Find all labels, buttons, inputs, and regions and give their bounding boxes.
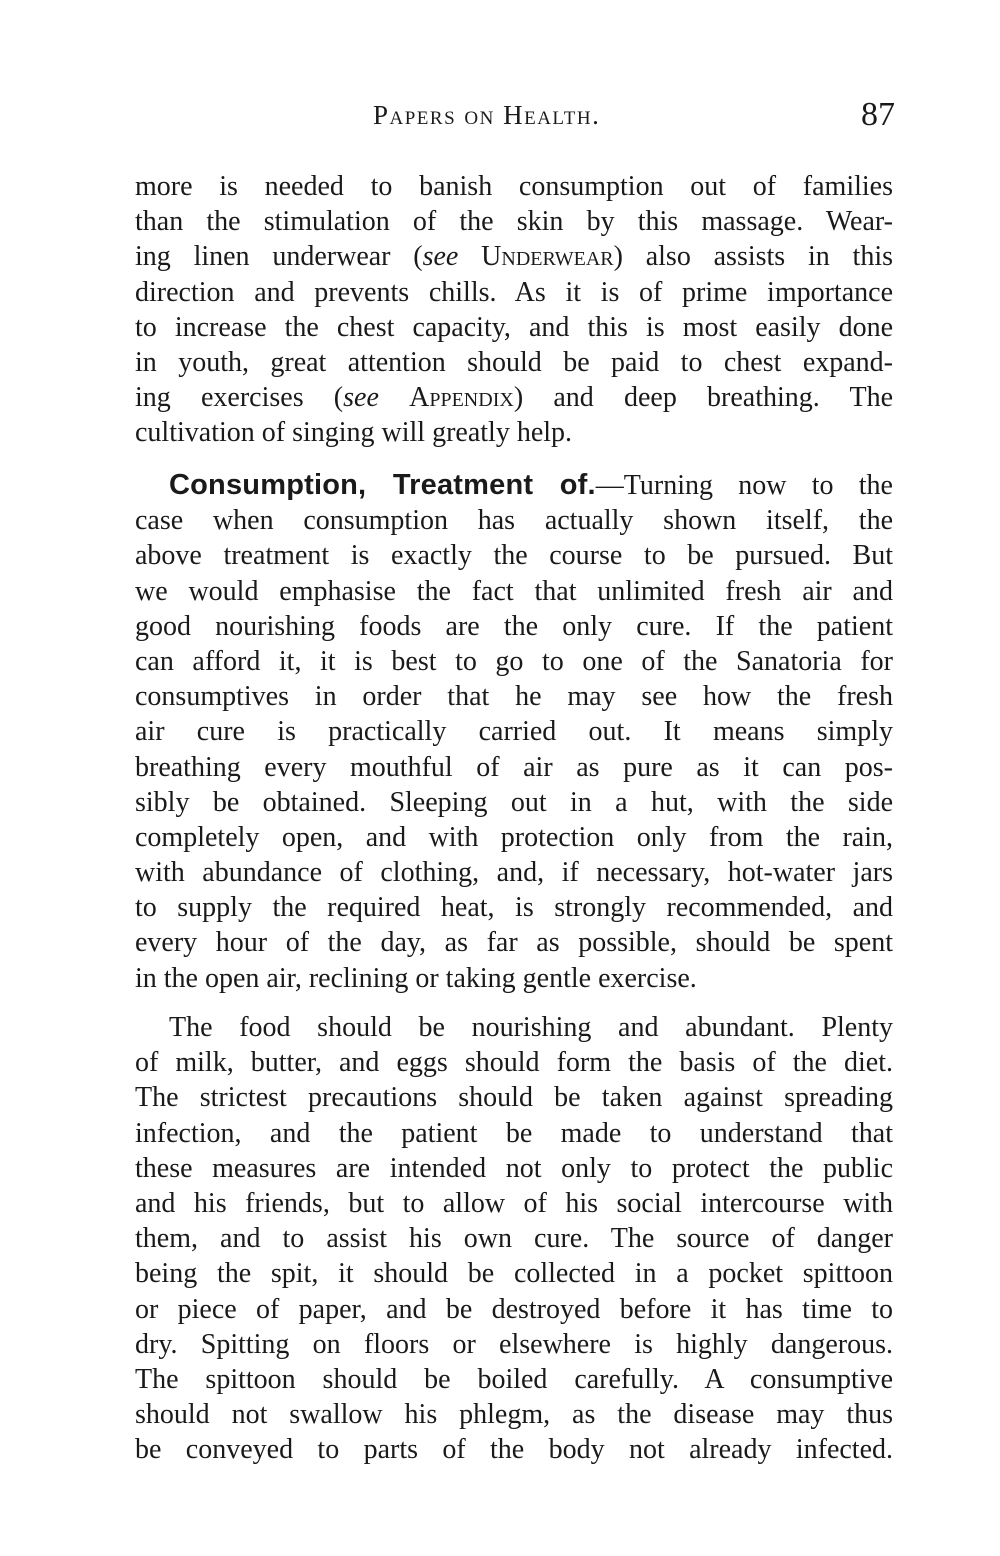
text-line: should not swallow his phlegm, as the disease may thus xyxy=(135,1399,893,1431)
text-line: to supply the required heat, is strongly recommended, and xyxy=(135,892,893,924)
text-line: The food should be nourishing and abundant. Plenty xyxy=(169,1012,893,1043)
text-line: and his friends, but to allow of his social intercourse with xyxy=(135,1187,893,1219)
text-line: we would emphasise the fact that unlimited fresh air and xyxy=(135,575,893,607)
text-run xyxy=(379,382,409,413)
text-run: ing exercises ( xyxy=(135,382,344,414)
text-line xyxy=(135,239,893,274)
entry-heading: Consumption, Treatment of. xyxy=(169,469,596,501)
cross-reference-appendix: Appendix xyxy=(409,382,514,414)
text-line: being the spit, it should be collected in a pocket spittoon xyxy=(135,1258,893,1290)
text-line: good nourishing foods are the only cure. If the patient xyxy=(135,610,893,642)
see-reference: see xyxy=(343,382,379,414)
text-line: more is needed to banish consumption out of families xyxy=(135,171,893,202)
text-run xyxy=(458,241,481,272)
text-line: in the open air, reclining or taking gentle exercise. xyxy=(135,962,697,994)
text-line: every hour of the day, as far as possible, should be spent xyxy=(135,927,893,959)
text-line: can afford it, it is best to go to one of the Sanatoria for xyxy=(135,645,893,677)
text-line: dry. Spitting on floors or elsewhere is highly dangerous. xyxy=(135,1328,893,1360)
text-line: them, and to assist his own cure. The source of danger xyxy=(135,1223,893,1255)
paragraph-prevention-continued xyxy=(135,169,893,451)
cross-reference-underwear: Underwear xyxy=(481,241,614,273)
text-line: with abundance of clothing, and, if necessary, hot-water jars xyxy=(135,857,893,889)
text-line: infection, and the patient be made to understand that xyxy=(135,1117,893,1149)
text-line: consumptives in order that he may see how the fresh xyxy=(135,681,893,713)
text-line: The strictest precautions should be taken against spreading xyxy=(135,1082,893,1114)
text-line xyxy=(135,468,893,503)
text-line: breathing every mouthful of air as pure as it can pos- xyxy=(135,751,893,783)
text-line: in youth, great attention should be paid to chest expand- xyxy=(135,346,893,378)
see-reference: see xyxy=(422,241,459,273)
text-line: air cure is practically carried out. It means simply xyxy=(135,716,893,748)
text-line: or piece of paper, and be destroyed before it has time to xyxy=(135,1293,893,1325)
text-line: than the stimulation of the skin by this massage. Wear- xyxy=(135,206,893,238)
text-line: completely open, and with protection only from the rain, xyxy=(135,821,893,853)
paragraph-consumption-treatment xyxy=(135,468,893,996)
text-run: —Turning now to the xyxy=(595,470,893,501)
text-run: ) and deep breathing. The xyxy=(513,382,894,414)
text-line: The spittoon should be boiled carefully. A consumptive xyxy=(135,1363,893,1395)
text-line: direction and prevents chills. As it is of prime importance xyxy=(135,276,893,308)
text-run: ) also assists in this xyxy=(613,241,893,273)
text-line xyxy=(135,380,893,415)
page-number: 87 xyxy=(861,96,895,133)
text-run: ing linen underwear ( xyxy=(135,241,423,273)
running-head xyxy=(135,96,895,140)
text-line: to increase the chest capacity, and this is most easily done xyxy=(135,311,893,343)
text-line: above treatment is exactly the course to be pursued. But xyxy=(135,540,893,572)
paragraph-food-and-precautions xyxy=(135,1010,893,1467)
running-title: Papers on Health. xyxy=(373,100,601,130)
text-line: cultivation of singing will greatly help. xyxy=(135,417,573,449)
text-line: of milk, butter, and eggs should form the basis of the diet. xyxy=(135,1047,893,1079)
text-line: sibly be obtained. Sleeping out in a hut, with the side xyxy=(135,786,893,818)
text-line: these measures are intended not only to protect the public xyxy=(135,1152,893,1184)
text-line: case when consumption has actually shown itself, the xyxy=(135,505,893,537)
text-line: be conveyed to parts of the body not already infected. xyxy=(135,1434,893,1466)
